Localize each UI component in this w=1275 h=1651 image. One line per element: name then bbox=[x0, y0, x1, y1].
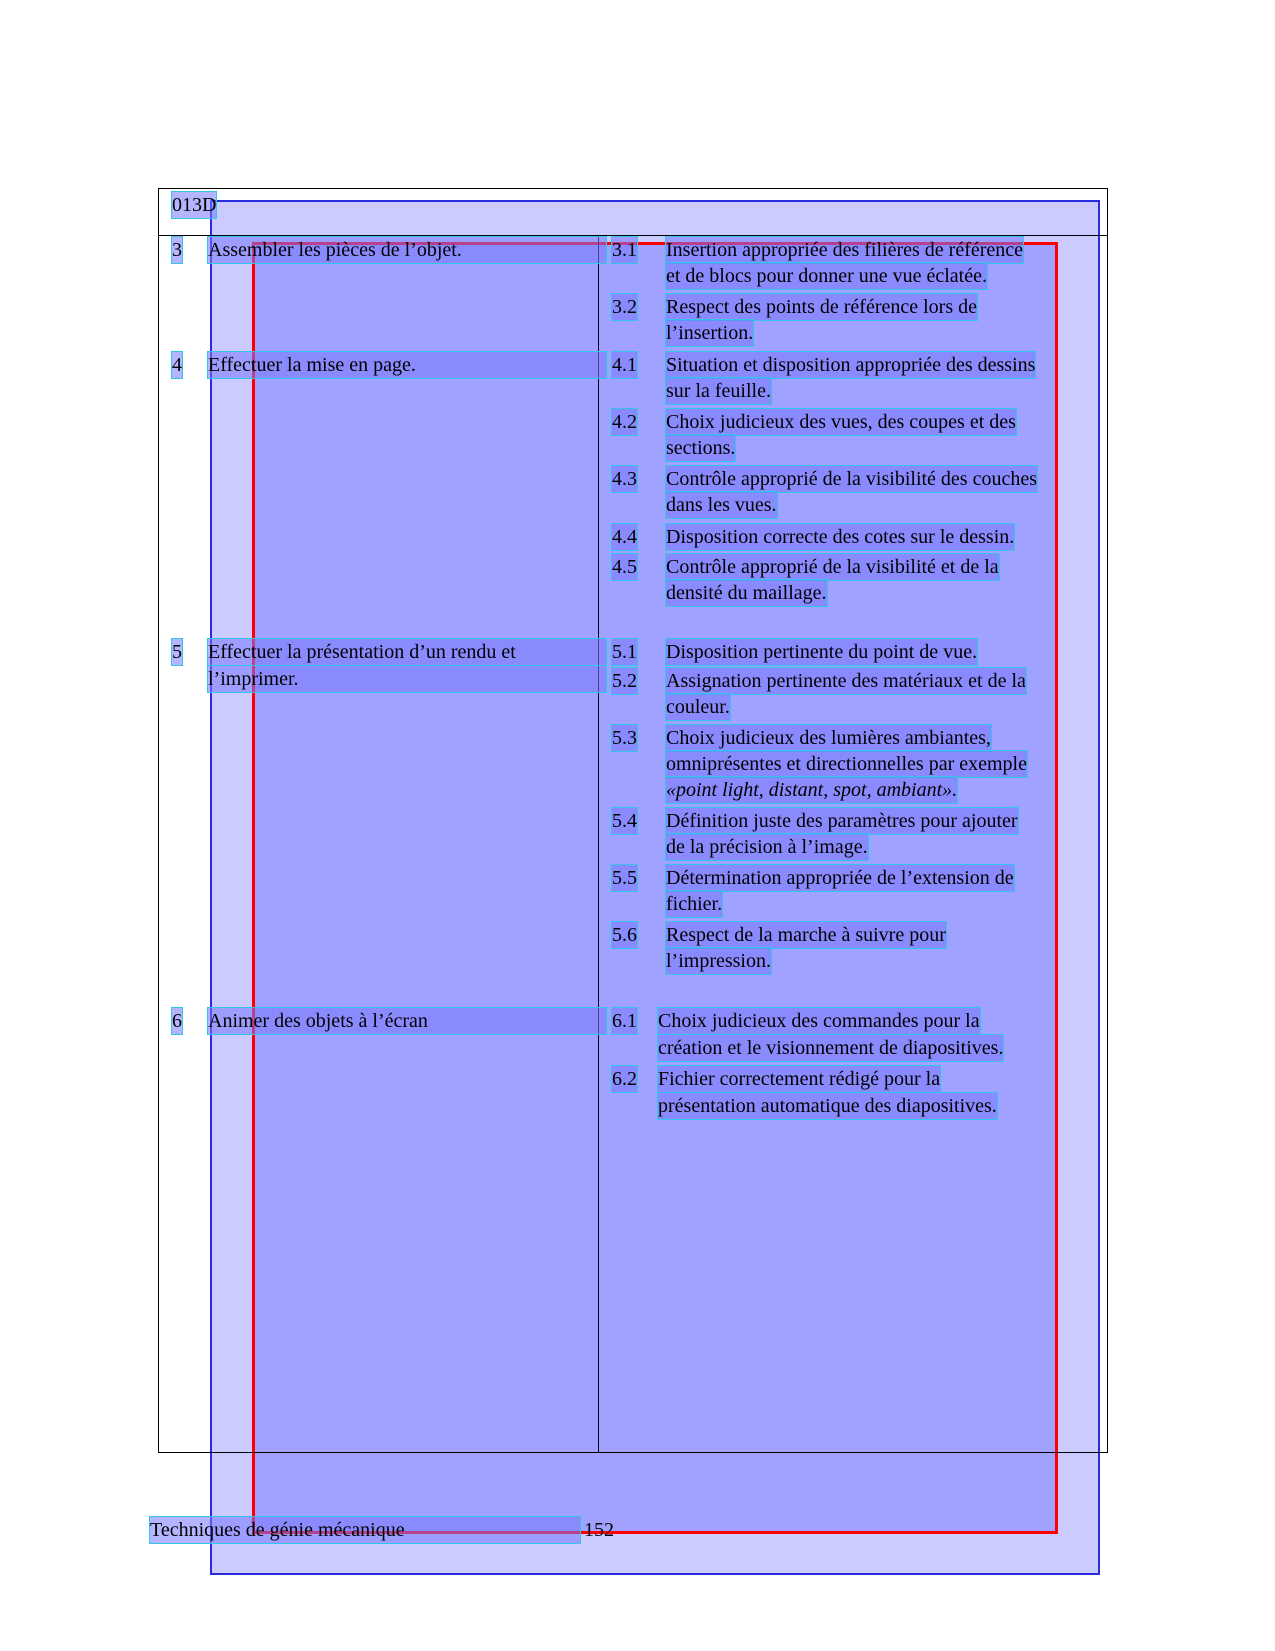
right-item-line: sections. bbox=[666, 437, 736, 459]
right-item-line: de la précision à l’image. bbox=[666, 836, 868, 858]
right-item-line: et de blocs pour donner une vue éclatée. bbox=[666, 265, 987, 287]
right-item-line: l’insertion. bbox=[666, 322, 754, 344]
left-item-num: 4 bbox=[172, 354, 182, 376]
right-item-line: Définition juste des paramètres pour ajouter bbox=[666, 810, 1018, 832]
header-code: 013D bbox=[172, 194, 217, 216]
footer-title: Techniques de génie mécanique bbox=[150, 1517, 580, 1543]
right-item-num: 6.1 bbox=[612, 1010, 637, 1032]
right-item-num: 4.3 bbox=[612, 468, 637, 490]
right-item-num: 5.3 bbox=[612, 727, 637, 749]
right-item-line: Respect des points de référence lors de bbox=[666, 296, 977, 318]
right-item-num: 5.2 bbox=[612, 670, 637, 692]
right-item-num: 6.2 bbox=[612, 1068, 637, 1090]
left-item-text: Effectuer la présentation d’un rendu et bbox=[208, 639, 606, 665]
right-item-line: Détermination appropriée de l’extension de bbox=[666, 867, 1014, 889]
right-item-line: fichier. bbox=[666, 893, 723, 915]
left-item-text: Animer des objets à l’écran bbox=[208, 1008, 606, 1034]
right-item-line: couleur. bbox=[666, 696, 730, 718]
right-item-num: 5.5 bbox=[612, 867, 637, 889]
header-divider bbox=[158, 235, 1108, 236]
right-item-num: 4.2 bbox=[612, 411, 637, 433]
right-item-line: création et le visionnement de diapositives. bbox=[658, 1037, 1004, 1059]
page-number: 152 bbox=[584, 1519, 614, 1541]
right-item-line: Disposition pertinente du point de vue. bbox=[666, 641, 978, 663]
right-item-line: Assignation pertinente des matériaux et de la bbox=[666, 670, 1026, 692]
right-item-line: Situation et disposition appropriée des dessins bbox=[666, 354, 1036, 376]
right-item-line: sur la feuille. bbox=[666, 380, 771, 402]
right-item-num: 5.1 bbox=[612, 641, 637, 663]
right-item-line: Respect de la marche à suivre pour bbox=[666, 924, 946, 946]
right-item-line-italic: «point light, distant, spot, ambiant». bbox=[666, 779, 958, 801]
right-item-line: l’impression. bbox=[666, 950, 771, 972]
right-item-line: Fichier correctement rédigé pour la bbox=[658, 1068, 941, 1090]
left-item-num: 3 bbox=[172, 239, 182, 261]
left-item-text: Effectuer la mise en page. bbox=[208, 352, 606, 378]
right-item-line: présentation automatique des diapositives. bbox=[658, 1095, 997, 1117]
left-item-text: l’imprimer. bbox=[208, 666, 606, 692]
right-item-num: 4.4 bbox=[612, 526, 637, 548]
right-item-num: 4.5 bbox=[612, 556, 637, 578]
right-item-line: Contrôle approprié de la visibilité des couches bbox=[666, 468, 1038, 490]
right-item-num: 4.1 bbox=[612, 354, 637, 376]
right-item-line: Choix judicieux des lumières ambiantes, bbox=[666, 727, 991, 749]
right-item-line: Insertion appropriée des filières de référence bbox=[666, 239, 1024, 261]
right-item-line: Contrôle approprié de la visibilité et de la bbox=[666, 556, 999, 578]
right-item-num: 5.4 bbox=[612, 810, 637, 832]
left-item-text: Assembler les pièces de l’objet. bbox=[208, 237, 606, 263]
right-item-line: Choix judicieux des vues, des coupes et des bbox=[666, 411, 1016, 433]
right-item-line: omniprésentes et directionnelles par exemple bbox=[666, 753, 1027, 775]
right-item-line: Choix judicieux des commandes pour la bbox=[658, 1010, 980, 1032]
right-item-num: 3.1 bbox=[612, 239, 637, 261]
left-item-num: 6 bbox=[172, 1010, 182, 1032]
right-item-num: 3.2 bbox=[612, 296, 637, 318]
right-item-num: 5.6 bbox=[612, 924, 637, 946]
left-item-num: 5 bbox=[172, 641, 182, 663]
right-item-line: dans les vues. bbox=[666, 494, 777, 516]
right-item-line: Disposition correcte des cotes sur le dessin. bbox=[666, 526, 1015, 548]
right-item-line: densité du maillage. bbox=[666, 582, 827, 604]
column-divider bbox=[598, 235, 599, 1453]
